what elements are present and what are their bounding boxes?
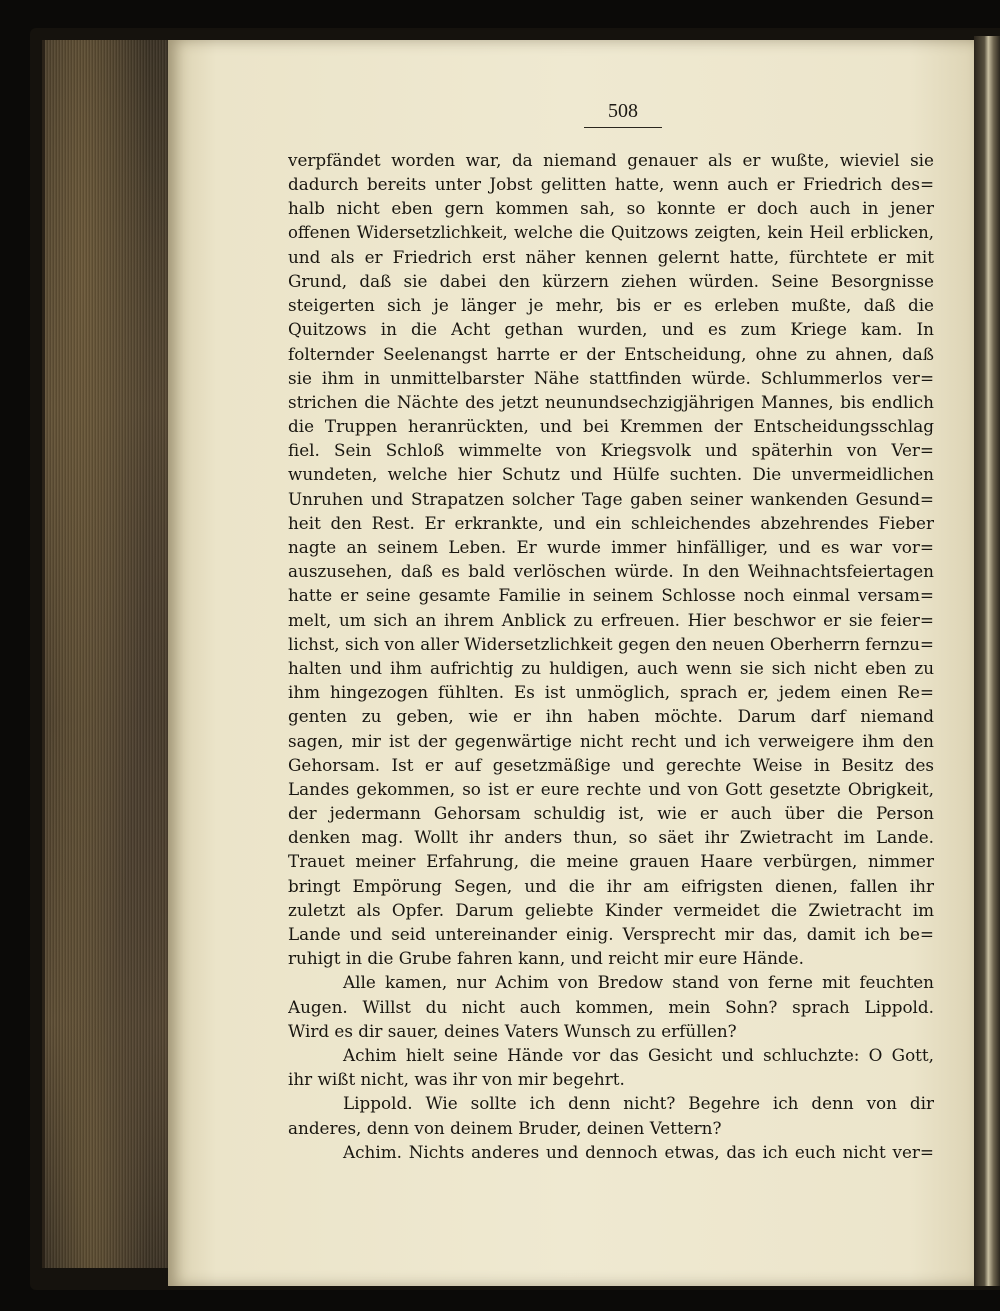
- text-line: zuletzt als Opfer. Darum geliebte Kinder vermeidet die Zwietracht im: [288, 899, 934, 920]
- page-edges: [42, 40, 171, 1268]
- text-line: Lippold. Wie sollte ich denn nicht? Begehre ich denn von dir: [343, 1093, 934, 1114]
- text-line: die Truppen heranrückten, und bei Kremmen der Entscheidungsschlag: [288, 416, 934, 437]
- text-line: ihm hingezogen fühlten. Es ist unmöglich, sprach er, jedem einen Re=: [288, 682, 934, 703]
- text-line: wundeten, welche hier Schutz und Hülfe suchten. Die unvermeidlichen: [288, 464, 934, 485]
- text-line: offenen Widersetzlichkeit, welche die Quitzows zeigten, kein Heil erblicken,: [288, 222, 934, 242]
- text-line: Gehorsam. Ist er auf gesetzmäßige und gerechte Weise in Besitz des: [288, 754, 934, 775]
- text-line: heit den Rest. Er erkrankte, und ein schleichendes abzehrendes Fieber: [288, 512, 934, 533]
- text-line: Augen. Willst du nicht auch kommen, mein Sohn? sprach Lippold.: [288, 996, 934, 1017]
- text-line: Unruhen und Strapatzen solcher Tage gaben seiner wankenden Gesund=: [288, 488, 934, 509]
- text-line: hatte er seine gesamte Familie in seinem Schlosse noch einmal versam=: [288, 585, 934, 606]
- text-line: Alle kamen, nur Achim von Bredow stand von ferne mit feuchten: [343, 972, 934, 993]
- text-line: melt, um sich an ihrem Anblick zu erfreuen. Hier beschwor er sie feier=: [288, 609, 934, 630]
- text-line: bringt Empörung Segen, und die ihr am eifrigsten dienen, fallen ihr: [288, 875, 934, 896]
- text-line: genten zu geben, wie er ihn haben möchte. Darum darf niemand: [288, 706, 934, 727]
- text-line: fiel. Sein Schloß wimmelte von Kriegsvolk und späterhin von Ver=: [288, 440, 934, 461]
- text-line: steigerten sich je länger je mehr, bis er es erleben mußte, daß die: [288, 295, 934, 316]
- text-line: dadurch bereits unter Jobst gelitten hatte, wenn auch er Friedrich des=: [288, 174, 934, 195]
- text-line: und als er Friedrich erst näher kennen gelernt hatte, fürchtete er mit: [288, 246, 934, 267]
- text-line: Wird es dir sauer, deines Vaters Wunsch zu erfüllen?: [288, 1020, 737, 1041]
- text-line: strichen die Nächte des jetzt neunundsechzigjährigen Mannes, bis endlich: [288, 391, 934, 412]
- text-line: Achim hielt seine Hände vor das Gesicht und schluchzte: O Gott,: [343, 1044, 934, 1065]
- text-line: folternder Seelenangst harrte er der Entscheidung, ohne zu ahnen, daß: [288, 343, 934, 364]
- text-line: ruhigt in die Grube fahren kann, und reicht mir eure Hände.: [288, 948, 804, 969]
- text-line: Lande und seid untereinander einig. Versprecht mir das, damit ich be=: [288, 924, 934, 944]
- text-line: Achim. Nichts anderes und dennoch etwas, das ich euch nicht ver=: [343, 1141, 934, 1162]
- text-line: anderes, denn von deinem Bruder, deinen Vettern?: [288, 1117, 722, 1138]
- text-line: der jedermann Gehorsam schuldig ist, wie er auch über die Person: [288, 803, 934, 824]
- text-line: auszusehen, daß es bald verlöschen würde. In den Weihnachtsfeiertagen: [288, 561, 934, 582]
- text-line: Landes gekommen, so ist er eure rechte und von Gott gesetzte Obrigkeit,: [288, 778, 934, 799]
- body-text: [288, 148, 934, 1164]
- page-number: 508: [608, 100, 638, 122]
- text-line: Grund, daß sie dabei den kürzern ziehen würden. Seine Besorgnisse: [288, 270, 934, 291]
- text-line: Quitzows in die Acht gethan wurden, und es zum Kriege kam. In: [288, 319, 934, 340]
- text-line: halb nicht eben gern kommen sah, so konnte er doch auch in jener: [288, 198, 934, 219]
- text-line: halten und ihm aufrichtig zu huldigen, auch wenn sie sich nicht eben zu: [288, 657, 934, 678]
- text-line: sagen, mir ist der gegenwärtige nicht recht und ich verweigere ihm den: [288, 730, 934, 751]
- page-number-rule: [584, 127, 662, 128]
- text-line: lichst, sich von aller Widersetzlichkeit gegen den neuen Oberherrn fernzu=: [288, 633, 934, 654]
- text-line: Trauet meiner Erfahrung, die meine grauen Haare verbürgen, nimmer: [288, 851, 934, 872]
- text-line: verpfändet worden war, da niemand genauer als er wußte, wieviel sie: [288, 150, 934, 170]
- text-line: sie ihm in unmittelbarster Nähe stattfinden würde. Schlummerlos ver=: [288, 367, 934, 388]
- text-line: ihr wißt nicht, was ihr von mir begehrt.: [288, 1069, 625, 1090]
- text-line: nagte an seinem Leben. Er wurde immer hinfälliger, und es war vor=: [288, 537, 934, 557]
- right-page-edge: [974, 36, 1000, 1286]
- text-line: denken mag. Wollt ihr anders thun, so säet ihr Zwietracht im Lande.: [288, 827, 934, 848]
